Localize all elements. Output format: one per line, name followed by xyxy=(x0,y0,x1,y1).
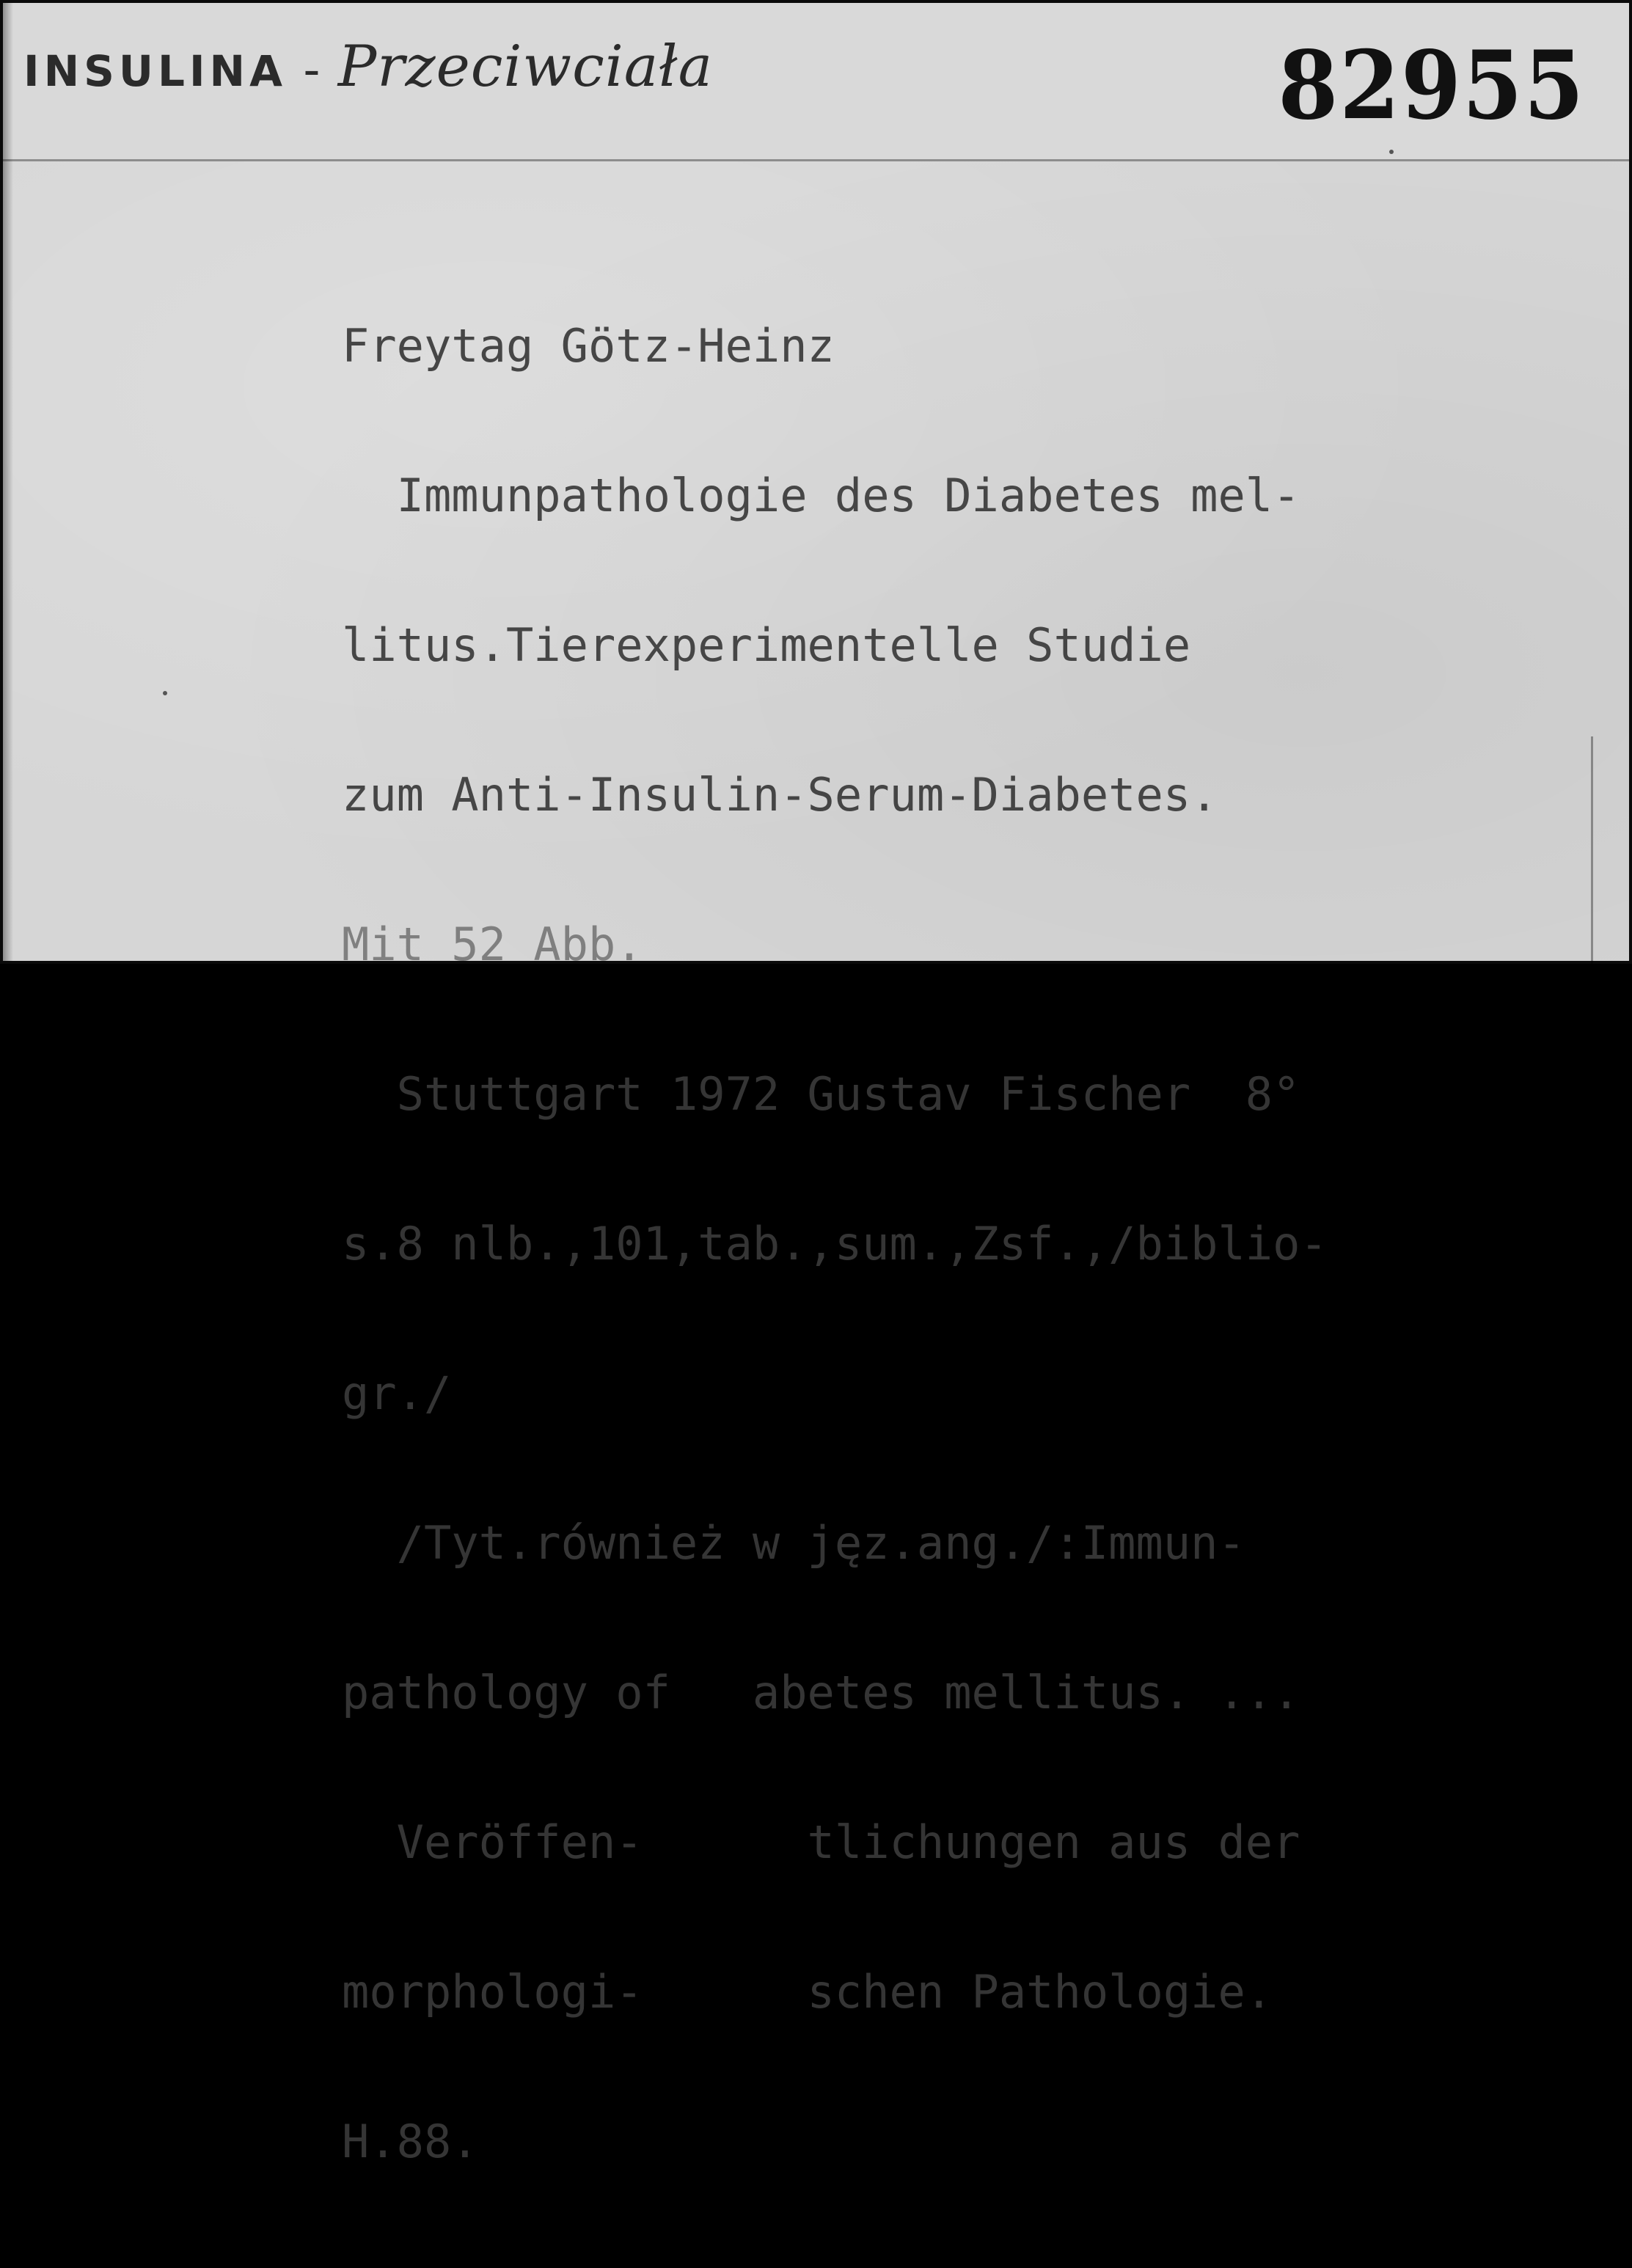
entry-title-line: litus.Tierexperimentelle Studie xyxy=(342,618,1191,672)
speck xyxy=(163,691,167,695)
entry-title-line: zum Anti-Insulin-Serum-Diabetes. xyxy=(342,768,1218,822)
entry-series: H.88. xyxy=(342,2115,479,2168)
subject-heading xyxy=(23,34,713,100)
card-crease xyxy=(1591,736,1593,964)
entry-imprint: Stuttgart 1972 Gustav Fischer 8° xyxy=(342,1067,1300,1121)
entry-note: /Tyt.również w jęz.ang./:Immun- xyxy=(342,1516,1245,1570)
card-edge-shadow xyxy=(3,3,13,961)
entry-author: Freytag Götz-Heinz xyxy=(342,319,835,373)
bibliographic-entry xyxy=(342,222,1328,2267)
entry-note: pathology of abetes mellitus. ... xyxy=(342,1666,1300,1719)
speck xyxy=(1389,150,1394,154)
header-divider xyxy=(3,159,1629,161)
card-number: 82955 xyxy=(1278,31,1585,141)
entry-collation: gr./ xyxy=(342,1367,452,1420)
subject-term: INSULINA xyxy=(23,46,287,96)
entry-series: morphologi- schen Pathologie. xyxy=(342,1965,1273,2019)
entry-illustrations: Mit 52 Abb. xyxy=(342,918,643,971)
subject-separator: - xyxy=(286,43,338,98)
entry-collation: s.8 nlb.,101,tab.,sum.,Zsf.,/biblio- xyxy=(342,1217,1328,1270)
entry-series: Veröffen- tlichungen aus der xyxy=(342,1815,1300,1869)
entry-title-line: Immunpathologie des Diabetes mel- xyxy=(342,469,1300,522)
subject-subterm: Przeciwciała xyxy=(337,34,714,100)
